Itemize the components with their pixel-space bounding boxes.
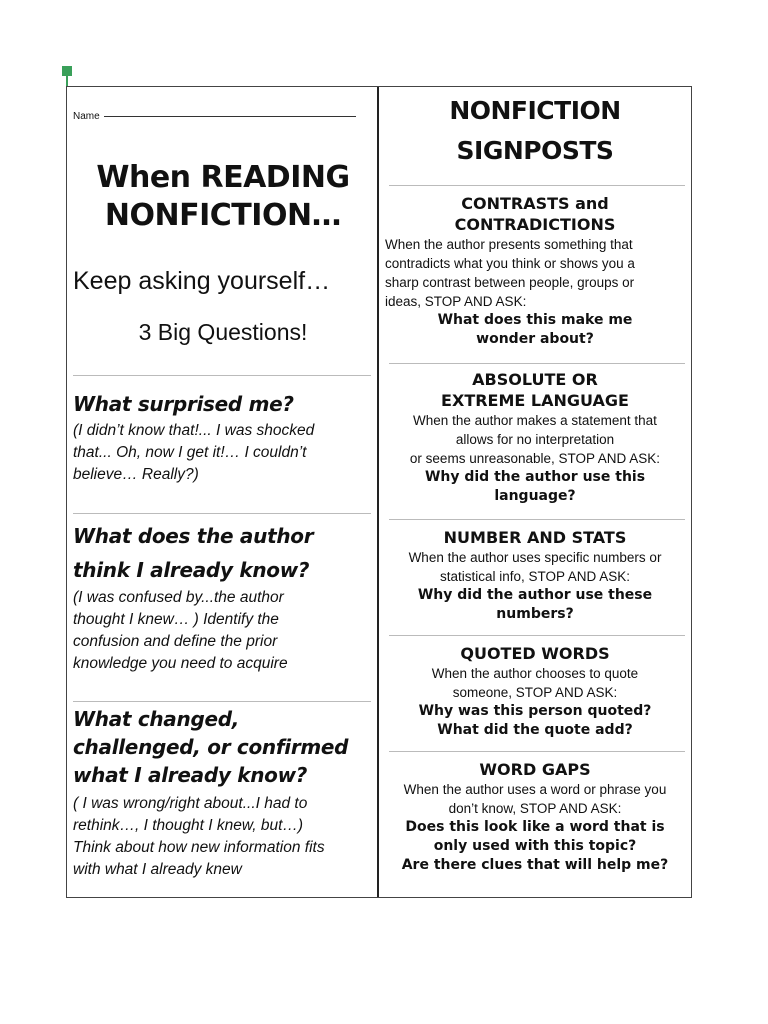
question-3-body-line: rethink…, I thought I knew, but…) <box>73 817 304 834</box>
signpost-word-gaps <box>379 759 691 875</box>
question-2-body-line: (I was confused by...the author <box>73 589 284 606</box>
comment-marker-stem <box>66 74 68 86</box>
signpost-heading: CONTRASTS and <box>461 194 609 213</box>
left-column <box>67 87 379 897</box>
question-2-body-line: knowledge you need to acquire <box>73 655 288 672</box>
signposts-title-line: SIGNPOSTS <box>456 136 614 165</box>
signpost-heading: CONTRADICTIONS <box>454 215 616 234</box>
signpost-desc: When the author presents something that <box>385 237 633 252</box>
signpost-question: only used with this topic? <box>433 838 637 854</box>
signpost-heading: ABSOLUTE OR <box>472 370 598 389</box>
signpost-desc: don’t know, STOP AND ASK: <box>448 801 622 816</box>
name-label: Name <box>73 111 100 122</box>
signpost-question: What does this make me <box>437 312 633 328</box>
signpost-absolute-language <box>379 369 691 506</box>
name-field <box>73 111 356 122</box>
divider <box>389 363 685 364</box>
signpost-question: Why did the author use these <box>417 587 653 603</box>
divider <box>73 375 371 376</box>
question-3-heading-line: what I already know? <box>73 763 308 787</box>
signpost-desc: contradicts what you think or shows you a <box>385 256 635 271</box>
signpost-question: What did the quote add? <box>437 722 633 738</box>
signpost-question: language? <box>494 488 576 504</box>
signpost-question: wonder about? <box>476 331 594 347</box>
right-column <box>379 87 691 897</box>
question-3-body-line: ( I was wrong/right about...I had to <box>73 795 308 812</box>
question-1-body-line: believe… Really?) <box>73 466 199 483</box>
signpost-heading: WORD GAPS <box>479 760 591 779</box>
question-3-heading <box>73 705 377 789</box>
keep-asking-text: Keep asking yourself… <box>73 267 331 295</box>
question-2-body-line: thought I knew… ) Identify the <box>73 611 279 628</box>
divider <box>389 635 685 636</box>
question-1-body-line: (I didn’t know that!... I was shocked <box>73 422 315 439</box>
signpost-desc: or seems unreasonable, STOP AND ASK: <box>409 451 661 466</box>
signpost-contrasts <box>379 193 691 349</box>
signpost-question: Why was this person quoted? <box>418 703 652 719</box>
left-title-line1: When READING <box>96 160 350 195</box>
question-1-body-line: that... Oh, now I get it!… I couldn’t <box>73 444 307 461</box>
signpost-question: Are there clues that will help me? <box>401 857 669 873</box>
signpost-desc: When the author makes a statement that <box>413 413 657 428</box>
signpost-desc: When the author uses a word or phrase you <box>403 782 667 797</box>
signpost-quoted-words <box>379 643 691 740</box>
question-2-body <box>73 587 371 675</box>
question-2-heading <box>73 519 377 587</box>
signpost-desc: sharp contrast between people, groups or <box>385 275 635 290</box>
signposts-title <box>379 91 691 171</box>
left-title-line2: NONFICTION… <box>104 198 342 233</box>
question-3-body-line: Think about how new information fits <box>73 839 325 856</box>
question-3-body <box>73 793 371 881</box>
signpost-question: numbers? <box>496 606 574 622</box>
signpost-question: Why did the author use this <box>424 469 646 485</box>
signposts-title-line: NONFICTION <box>449 96 621 125</box>
divider <box>389 519 685 520</box>
signpost-question: Does this look like a word that is <box>405 819 665 835</box>
signpost-numbers-stats <box>379 527 691 624</box>
signpost-desc: statistical info, STOP AND ASK: <box>439 569 631 584</box>
name-blank-line <box>104 116 356 117</box>
question-2-heading-line: What does the author <box>73 524 314 548</box>
divider <box>73 513 371 514</box>
signpost-desc: someone, STOP AND ASK: <box>452 685 618 700</box>
big-questions-text: 3 Big Questions! <box>138 319 308 345</box>
divider <box>389 751 685 752</box>
question-1-heading-line: What surprised me? <box>73 392 294 416</box>
signpost-heading: EXTREME LANGUAGE <box>441 391 629 410</box>
handout-sheet <box>66 86 692 898</box>
divider <box>73 701 371 702</box>
signpost-heading: NUMBER AND STATS <box>443 528 627 547</box>
question-1-body <box>73 420 371 486</box>
signpost-desc: When the author uses specific numbers or <box>408 550 662 565</box>
question-1-heading <box>73 387 377 421</box>
question-2-body-line: confusion and define the prior <box>73 633 278 650</box>
signpost-desc: ideas, STOP AND ASK: <box>385 294 527 309</box>
signpost-desc: When the author chooses to quote <box>431 666 639 681</box>
signpost-heading: QUOTED WORDS <box>460 644 610 663</box>
question-3-heading-line: What changed, <box>73 707 240 731</box>
question-3-body-line: with what I already knew <box>73 861 242 878</box>
signpost-desc: allows for no interpretation <box>455 432 615 447</box>
divider <box>389 185 685 186</box>
question-3-heading-line: challenged, or confirmed <box>73 735 349 759</box>
question-2-heading-line: think I already know? <box>73 558 310 582</box>
